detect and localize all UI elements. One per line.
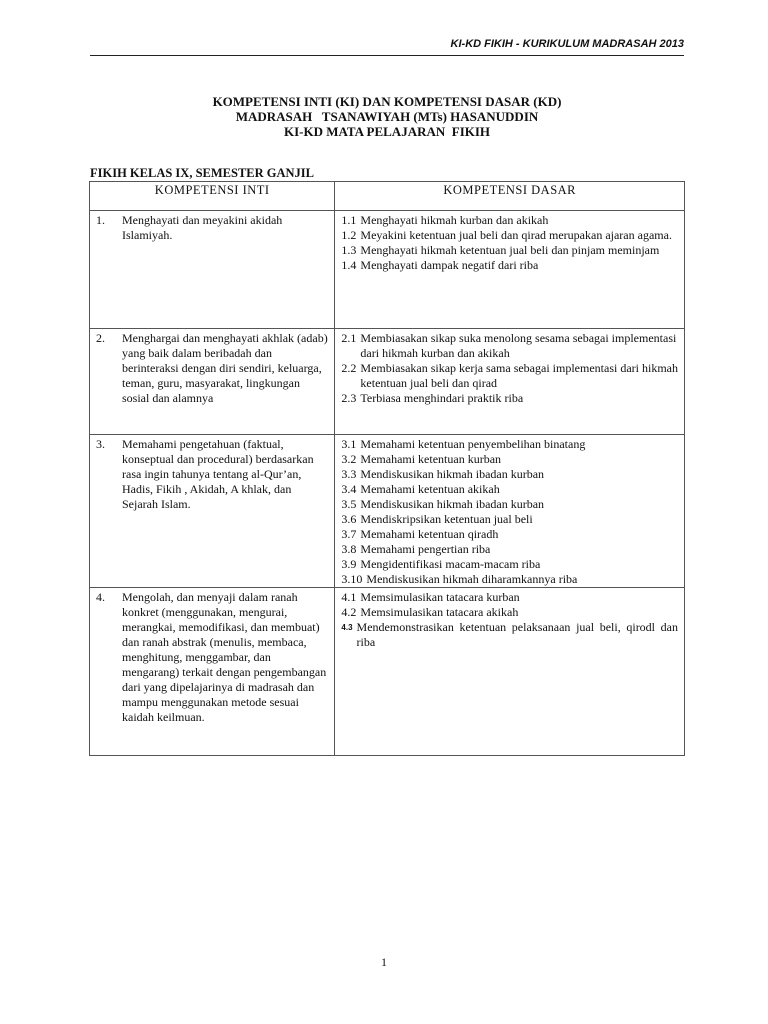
- kd-item: [341, 482, 678, 497]
- kd-number: 4.3: [341, 623, 353, 632]
- ki-text: Memahami pengetahuan (faktual, konseptual dan procedural) berdasarkan rasa ingin tahunya tentang al-Qur’an, Hadis, Fikih , Akidah, A khlak, dan Sejarah Islam.: [122, 437, 314, 511]
- kd-number: 3.7: [341, 527, 357, 541]
- ki-cell: [90, 588, 335, 756]
- kd-item: [341, 542, 678, 557]
- table-row: [90, 588, 685, 756]
- kd-item: [341, 361, 678, 391]
- kd-item: [341, 467, 678, 482]
- kd-number: 2.2: [341, 361, 357, 375]
- document-title: [90, 94, 684, 139]
- ki-number: 3.: [96, 437, 105, 451]
- ki-cell: [90, 435, 335, 588]
- kd-item: [341, 437, 678, 452]
- kd-text: Menghayati dampak negatif dari riba: [360, 258, 539, 272]
- running-header: KI-KD FIKIH - KURIKULUM MADRASAH 2013: [450, 38, 684, 50]
- kd-item: [341, 213, 678, 228]
- kd-item: [341, 557, 678, 572]
- kd-text: Memsimulasikan tatacara kurban: [360, 590, 520, 604]
- kd-text: Memahami pengertian riba: [360, 542, 491, 556]
- kd-item: [341, 331, 678, 361]
- kd-text: Memsimulasikan tatacara akikah: [360, 605, 519, 619]
- kd-item: [341, 228, 678, 243]
- kd-text: Mengidentifikasi macam-macam riba: [360, 557, 541, 571]
- ki-number: 1.: [96, 213, 105, 227]
- kd-number: 1.2: [341, 228, 357, 242]
- kd-number: 4.1: [341, 590, 357, 604]
- kd-number: 3.5: [341, 497, 357, 511]
- ki-text: Mengolah, dan menyaji dalam ranah konkret (menggunakan, mengurai, merangkai, memodifikasi, dan membuat) dan ranah abstrak (menulis, membaca, menghitung, menggambar, dan mengarang) terkait dengan pengembangan dari yang dipelajarinya di madrasah dan mampu menggunakan metode sesuai kaidah keilmuan.: [122, 590, 327, 724]
- kd-number: 1.3: [341, 243, 357, 257]
- kd-number: 3.9: [341, 557, 357, 571]
- kd-text: Mendiskusikan hikmah ibadan kurban: [360, 467, 545, 481]
- kd-item: [341, 258, 678, 273]
- kd-item: [341, 497, 678, 512]
- table-row: [90, 329, 685, 435]
- kd-cell: [335, 329, 685, 435]
- kd-text: Memahami ketentuan qiradh: [360, 527, 499, 541]
- table-row: [90, 211, 685, 329]
- kd-number: 3.4: [341, 482, 357, 496]
- section-label: FIKIH KELAS IX, SEMESTER GANJIL: [90, 166, 315, 180]
- kd-number: 3.8: [341, 542, 357, 556]
- kd-number: 1.4: [341, 258, 357, 272]
- kd-item: [341, 605, 678, 620]
- header-rule: [90, 55, 684, 56]
- kd-item: [341, 620, 678, 650]
- ki-kd-table: [89, 181, 685, 756]
- kd-number: 2.3: [341, 391, 357, 405]
- kd-text: Meyakini ketentuan jual beli dan qirad merupakan ajaran agama.: [360, 228, 672, 242]
- table-header-row: [90, 182, 685, 211]
- kd-text: Terbiasa menghindari praktik riba: [360, 391, 524, 405]
- title-line-2: MADRASAH TSANAWIYAH (MTs) HASANUDDIN: [235, 109, 539, 124]
- kd-text: Memahami ketentuan penyembelihan binatang: [360, 437, 586, 451]
- kd-cell: [335, 588, 685, 756]
- kd-text: Mendiskusikan hikmah diharamkannya riba: [366, 572, 578, 586]
- ki-number: 4.: [96, 590, 105, 604]
- ki-number: 2.: [96, 331, 105, 345]
- kd-text: Mendiskripsikan ketentuan jual beli: [360, 512, 533, 526]
- kd-item: [341, 527, 678, 542]
- kd-number: 3.3: [341, 467, 357, 481]
- kd-number: 3.1: [341, 437, 357, 451]
- kd-number: 1.1: [341, 213, 357, 227]
- kd-item: [341, 512, 678, 527]
- title-line-1: KOMPETENSI INTI (KI) DAN KOMPETENSI DASAR (KD): [212, 94, 562, 109]
- kd-text: Memahami ketentuan akikah: [360, 482, 500, 496]
- kd-number: 3.6: [341, 512, 357, 526]
- kd-number: 3.10: [341, 572, 363, 586]
- kd-number: 2.1: [341, 331, 357, 345]
- header-kompetensi-dasar: KOMPETENSI DASAR: [335, 182, 685, 211]
- kd-text: Membiasakan sikap kerja sama sebagai implementasi dari hikmah ketentuan jual beli dan qirad: [360, 361, 678, 390]
- kd-text: Mendiskusikan hikmah ibadan kurban: [360, 497, 545, 511]
- title-line-3: KI-KD MATA PELAJARAN FIKIH: [283, 124, 491, 139]
- kd-text: Mendemonstrasikan ketentuan pelaksanaan jual beli, qirodl dan riba: [356, 620, 678, 649]
- kd-number: 4.2: [341, 605, 357, 619]
- kd-cell: [335, 211, 685, 329]
- kd-item: [341, 572, 678, 587]
- kd-text: Menghayati hikmah kurban dan akikah: [360, 213, 549, 227]
- kd-cell: [335, 435, 685, 588]
- page-number: 1: [381, 955, 387, 969]
- kd-item: [341, 391, 678, 406]
- kd-text: Membiasakan sikap suka menolong sesama sebagai implementasi dari hikmah kurban dan akikah: [360, 331, 677, 360]
- kd-text: Menghayati hikmah ketentuan jual beli dan pinjam meminjam: [360, 243, 660, 257]
- table-row: [90, 435, 685, 588]
- kd-item: [341, 452, 678, 467]
- ki-cell: [90, 329, 335, 435]
- kd-number: 3.2: [341, 452, 357, 466]
- ki-text: Menghayati dan meyakini akidah Islamiyah.: [122, 213, 283, 242]
- header-kompetensi-inti: KOMPETENSI INTI: [90, 182, 335, 211]
- kd-item: [341, 243, 678, 258]
- ki-cell: [90, 211, 335, 329]
- kd-item: [341, 590, 678, 605]
- ki-text: Menghargai dan menghayati akhlak (adab) yang baik dalam beribadah dan berinteraksi dengan diri sendiri, keluarga, teman, guru, masyarakat, lingkungan sosial dan alamnya: [122, 331, 328, 405]
- kd-text: Memahami ketentuan kurban: [360, 452, 502, 466]
